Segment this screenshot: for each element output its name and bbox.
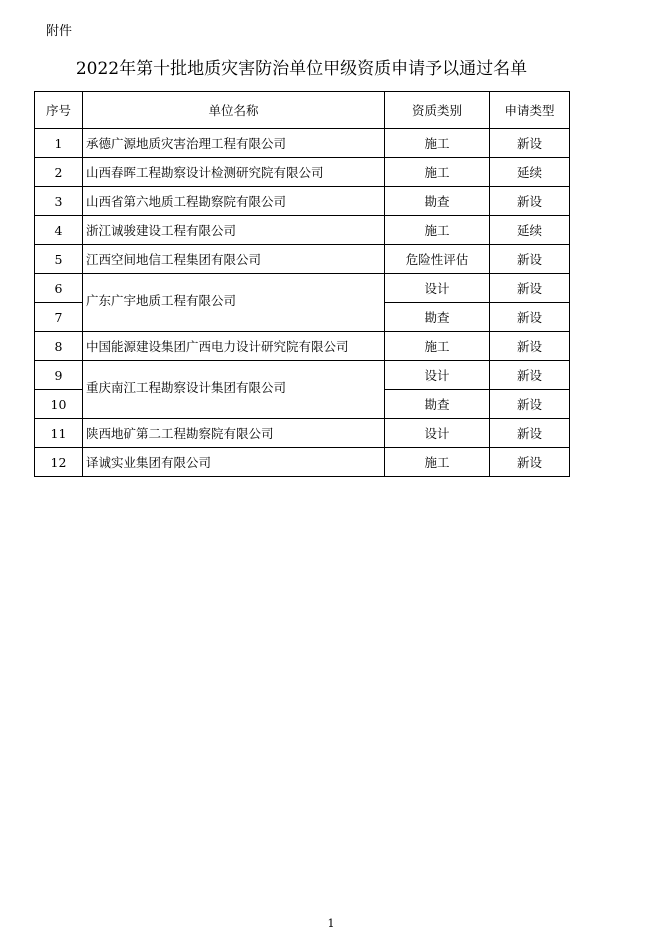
header-qualification-type: 资质类别 (385, 92, 490, 129)
row-qualification-type: 设计 (385, 361, 490, 390)
row-application-type: 新设 (490, 303, 570, 332)
row-no: 4 (35, 216, 83, 245)
row-application-type: 新设 (490, 129, 570, 158)
table-header-row (35, 92, 570, 129)
row-unit-name: 承德广源地质灾害治理工程有限公司 (83, 129, 385, 158)
row-no: 9 (35, 361, 83, 390)
table-row (35, 419, 570, 448)
row-qualification-type: 施工 (385, 158, 490, 187)
row-qualification-type: 施工 (385, 129, 490, 158)
row-no: 11 (35, 419, 83, 448)
attachment-label: 附件 (46, 24, 73, 39)
row-no: 1 (35, 129, 83, 158)
row-qualification-type: 设计 (385, 419, 490, 448)
table-row (35, 274, 570, 303)
row-unit-name: 陕西地矿第二工程勘察院有限公司 (83, 419, 385, 448)
row-qualification-type: 危险性评估 (385, 245, 490, 274)
table-row (35, 187, 570, 216)
table-row (35, 448, 570, 477)
row-application-type: 新设 (490, 361, 570, 390)
row-qualification-type: 施工 (385, 448, 490, 477)
table-row (35, 361, 570, 390)
row-unit-name: 广东广宇地质工程有限公司 (83, 274, 385, 332)
row-qualification-type: 施工 (385, 216, 490, 245)
row-unit-name: 中国能源建设集团广西电力设计研究院有限公司 (83, 332, 385, 361)
row-no: 10 (35, 390, 83, 419)
row-application-type: 新设 (490, 448, 570, 477)
row-unit-name: 江西空间地信工程集团有限公司 (83, 245, 385, 274)
table-row (35, 158, 570, 187)
table-row (35, 129, 570, 158)
row-no: 8 (35, 332, 83, 361)
document-title: 2022年第十批地质灾害防治单位甲级资质申请予以通过名单 (75, 59, 528, 79)
row-unit-name: 重庆南江工程勘察设计集团有限公司 (83, 361, 385, 419)
row-application-type: 延续 (490, 216, 570, 245)
row-no: 6 (35, 274, 83, 303)
row-application-type: 新设 (490, 274, 570, 303)
page-number: 1 (327, 917, 335, 930)
header-application-type: 申请类型 (490, 92, 570, 129)
row-application-type: 新设 (490, 390, 570, 419)
table-row (35, 245, 570, 274)
row-unit-name: 山西春晖工程勘察设计检测研究院有限公司 (83, 158, 385, 187)
row-unit-name: 山西省第六地质工程勘察院有限公司 (83, 187, 385, 216)
row-qualification-type: 设计 (385, 274, 490, 303)
row-no: 2 (35, 158, 83, 187)
row-no: 12 (35, 448, 83, 477)
header-unit-name: 单位名称 (83, 92, 385, 129)
table-row (35, 332, 570, 361)
row-application-type: 新设 (490, 332, 570, 361)
row-application-type: 新设 (490, 419, 570, 448)
table-row (35, 216, 570, 245)
row-no: 3 (35, 187, 83, 216)
row-unit-name: 译诚实业集团有限公司 (83, 448, 385, 477)
row-qualification-type: 勘查 (385, 303, 490, 332)
approval-list-table (34, 91, 570, 477)
row-application-type: 新设 (490, 245, 570, 274)
row-no: 7 (35, 303, 83, 332)
row-no: 5 (35, 245, 83, 274)
row-qualification-type: 施工 (385, 332, 490, 361)
row-application-type: 新设 (490, 187, 570, 216)
row-qualification-type: 勘查 (385, 390, 490, 419)
row-qualification-type: 勘查 (385, 187, 490, 216)
header-no: 序号 (35, 92, 83, 129)
row-application-type: 延续 (490, 158, 570, 187)
row-unit-name: 浙江诚骏建设工程有限公司 (83, 216, 385, 245)
